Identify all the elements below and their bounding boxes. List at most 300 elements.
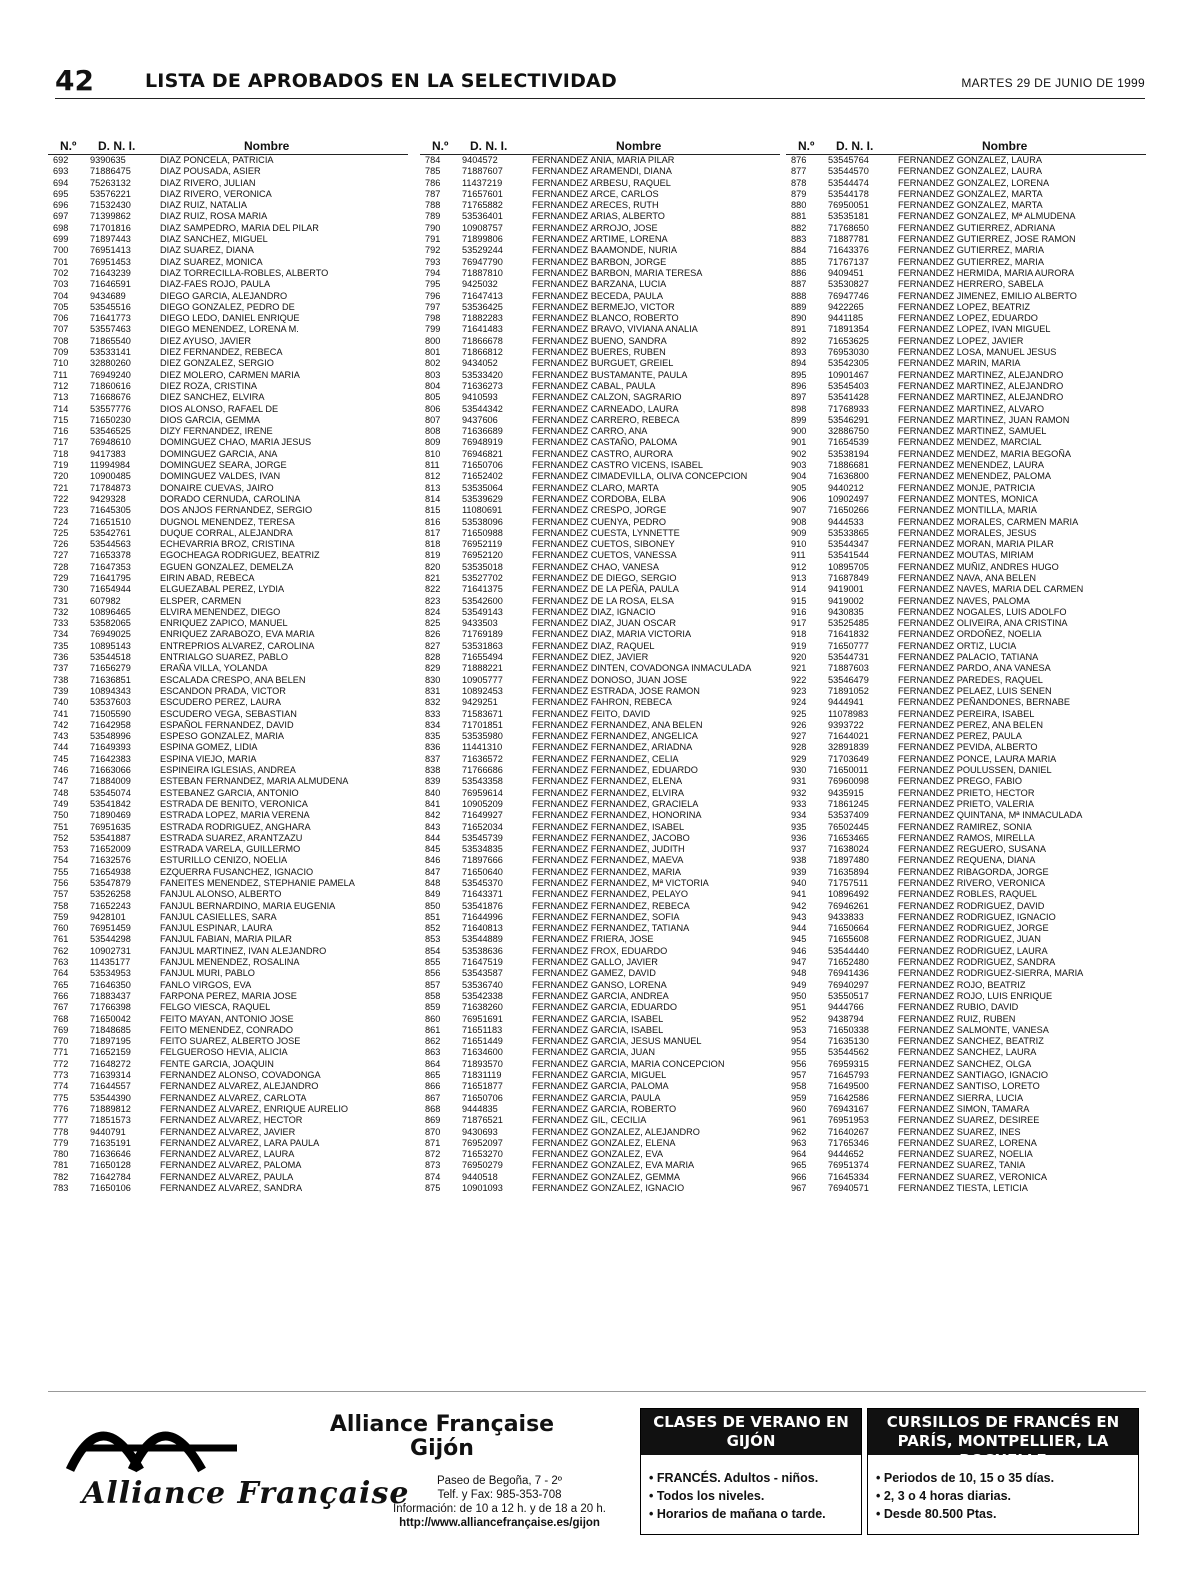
row-number: 702 xyxy=(53,267,69,278)
table-row xyxy=(420,437,780,448)
row-name: ESTRADA RODRIGUEZ, ANGHARA xyxy=(160,821,311,832)
row-dni: 76943167 xyxy=(828,1103,869,1114)
row-dni: 71651449 xyxy=(462,1036,503,1047)
row-name: FARPONA PEREZ, MARIA JOSE xyxy=(160,990,297,1001)
row-number: 749 xyxy=(53,798,69,809)
box-list xyxy=(641,1455,861,1523)
row-dni: 53545403 xyxy=(828,380,869,391)
row-dni: 71768933 xyxy=(828,403,869,414)
row-name: FERNANDEZ PEREIRA, ISABEL xyxy=(898,708,1035,719)
row-dni: 76949025 xyxy=(90,629,131,640)
table-row xyxy=(786,1002,1146,1013)
row-name: EZQUERRA FUSANCHEZ, IGNACIO xyxy=(160,866,314,877)
row-name: FERNANDEZ DIAZ, MARIA VICTORIA xyxy=(532,629,692,640)
table-row xyxy=(48,1047,408,1058)
row-number: 743 xyxy=(53,731,69,742)
row-number: 910 xyxy=(791,539,807,550)
row-name: FERNANDEZ FERNANDEZ, GRACIELA xyxy=(532,798,699,809)
row-name: FERNANDEZ GUTIERREZ, MARIA xyxy=(898,245,1044,256)
row-dni: 53546291 xyxy=(828,414,869,425)
row-number: 792 xyxy=(425,245,441,256)
row-dni: 53541544 xyxy=(828,550,869,561)
table-row xyxy=(786,166,1146,177)
row-dni: 71765346 xyxy=(828,1137,869,1148)
row-name: FANJUL MURI, PABLO xyxy=(160,968,255,979)
row-number: 915 xyxy=(791,595,807,606)
row-number: 877 xyxy=(791,166,807,177)
row-name: FERNANDEZ GARCIA, MARIA CONCEPCION xyxy=(532,1058,725,1069)
row-number: 750 xyxy=(53,810,69,821)
row-dni: 76951953 xyxy=(828,1115,869,1126)
row-dni: 53535181 xyxy=(828,211,869,222)
row-name: DIAZ TORRECILLA-ROBLES, ALBERTO xyxy=(160,267,329,278)
row-name: FERNANDEZ FROX, EDUARDO xyxy=(532,945,668,956)
row-name: FERNANDEZ CUESTA, LYNNETTE xyxy=(532,527,680,538)
table-row xyxy=(420,675,780,686)
row-number: 773 xyxy=(53,1070,69,1081)
row-dni: 9441185 xyxy=(828,313,864,324)
row-name: FERNANDEZ ROJO, LUIS ENRIQUE xyxy=(898,990,1053,1001)
row-number: 865 xyxy=(425,1070,441,1081)
row-dni: 71866678 xyxy=(462,335,503,346)
row-dni: 71641795 xyxy=(90,572,131,583)
row-dni: 9404572 xyxy=(462,155,498,165)
row-dni: 53543587 xyxy=(462,968,503,979)
row-name: FERNANDEZ GONZALEZ, MARTA xyxy=(898,200,1043,211)
row-number: 884 xyxy=(791,245,807,256)
row-name: ESTRADA LOPEZ, MARIA VERENA xyxy=(160,810,310,821)
row-number: 844 xyxy=(425,832,441,843)
row-number: 934 xyxy=(791,810,807,821)
row-number: 837 xyxy=(425,753,441,764)
row-number: 766 xyxy=(53,990,69,1001)
table-row xyxy=(420,404,780,415)
row-name: FERNANDEZ DIAZ, RAQUEL xyxy=(532,640,655,651)
row-name: EGUEN GONZALEZ, DEMELZA xyxy=(160,561,294,572)
table-row xyxy=(420,923,780,934)
row-number: 890 xyxy=(791,313,807,324)
row-dni: 53544562 xyxy=(828,1047,869,1058)
table-row xyxy=(786,889,1146,900)
table-row xyxy=(48,1025,408,1036)
table-row xyxy=(786,234,1146,245)
row-dni: 11994984 xyxy=(90,460,131,471)
table-row xyxy=(420,381,780,392)
row-name: FERNANDEZ PAREDES, RAQUEL xyxy=(898,674,1043,685)
table-row xyxy=(420,268,780,279)
row-dni: 71642586 xyxy=(828,1092,869,1103)
row-number: 960 xyxy=(791,1103,807,1114)
row-dni: 53533141 xyxy=(90,347,131,358)
row-name: FERNANDEZ QUINTANA, Mª INMACULADA xyxy=(898,810,1083,821)
row-number: 704 xyxy=(53,290,69,301)
row-number: 701 xyxy=(53,256,69,267)
table-row xyxy=(786,517,1146,528)
row-name: DIEZ FERNANDEZ, REBECA xyxy=(160,347,283,358)
table-row xyxy=(786,257,1146,268)
row-number: 746 xyxy=(53,765,69,776)
alliance-francaise-ad xyxy=(62,1408,637,1533)
table-row xyxy=(786,765,1146,776)
row-dni: 53544570 xyxy=(828,166,869,177)
table-row xyxy=(48,833,408,844)
row-dni: 10902731 xyxy=(90,945,131,956)
list-item: • Desde 80.500 Ptas. xyxy=(876,1505,1132,1523)
row-number: 860 xyxy=(425,1013,441,1024)
row-name: DOMINGUEZ CHAO, MARIA JESUS xyxy=(160,437,312,448)
row-number: 925 xyxy=(791,708,807,719)
row-dni: 71650988 xyxy=(462,527,503,538)
table-row xyxy=(786,1059,1146,1070)
table-row xyxy=(48,742,408,753)
row-number: 719 xyxy=(53,460,69,471)
row-dni: 71642958 xyxy=(90,719,131,730)
row-dni: 71884009 xyxy=(90,776,131,787)
header-num: N.º xyxy=(798,139,815,153)
row-name: FERNANDEZ GONZALEZ, GEMMA xyxy=(532,1171,681,1182)
row-dni: 9419002 xyxy=(828,595,864,606)
row-name: DIZY FERNANDEZ, IRENE xyxy=(160,426,273,437)
row-name: FANJUL MARTINEZ, IVAN ALEJANDRO xyxy=(160,945,327,956)
row-number: 954 xyxy=(791,1036,807,1047)
row-number: 755 xyxy=(53,866,69,877)
table-row xyxy=(420,968,780,979)
row-number: 762 xyxy=(53,945,69,956)
row-number: 803 xyxy=(425,369,441,380)
row-name: FERNANDEZ ALVAREZ, PALOMA xyxy=(160,1160,302,1171)
row-number: 839 xyxy=(425,776,441,787)
table-row xyxy=(786,991,1146,1002)
row-dni: 76948610 xyxy=(90,437,131,448)
table-row xyxy=(48,483,408,494)
issue-date: MARTES 29 DE JUNIO DE 1999 xyxy=(961,76,1145,90)
row-dni: 71649500 xyxy=(828,1081,869,1092)
row-name: ESTEBAN FERNANDEZ, MARIA ALMUDENA xyxy=(160,776,349,787)
row-dni: 53542600 xyxy=(462,595,503,606)
row-name: FERNANDEZ FERNANDEZ, HONORINA xyxy=(532,810,702,821)
table-row xyxy=(48,200,408,211)
row-dni: 76953030 xyxy=(828,347,869,358)
row-dni: 71636572 xyxy=(462,753,503,764)
table-row xyxy=(420,1059,780,1070)
row-dni: 71650338 xyxy=(828,1024,869,1035)
row-number: 950 xyxy=(791,990,807,1001)
row-name: FERNANDEZ FERNANDEZ, ELENA xyxy=(532,776,683,787)
row-number: 866 xyxy=(425,1081,441,1092)
row-name: FERNANDEZ ARECES, RUTH xyxy=(532,200,659,211)
row-name: DIEZ GONZALEZ, SERGIO xyxy=(160,358,274,369)
row-dni: 71765882 xyxy=(462,200,503,211)
table-row xyxy=(786,697,1146,708)
table-row xyxy=(786,980,1146,991)
row-name: FERNANDEZ PEREZ, PAULA xyxy=(898,731,1022,742)
row-dni: 71897666 xyxy=(462,855,503,866)
row-name: ESCUDERO PEREZ, LAURA xyxy=(160,697,281,708)
table-row xyxy=(786,1036,1146,1047)
table-row xyxy=(786,358,1146,369)
table-row xyxy=(786,494,1146,505)
row-name: DIAZ PONCELA, PATRICIA xyxy=(160,155,274,165)
row-number: 694 xyxy=(53,177,69,188)
row-dni: 71866812 xyxy=(462,347,503,358)
row-name: DOMINGUEZ GARCIA, ANA xyxy=(160,448,278,459)
row-name: FERNANDEZ BURGUET, GREIEL xyxy=(532,358,674,369)
row-number: 722 xyxy=(53,493,69,504)
table-row xyxy=(786,629,1146,640)
row-name: FERNANDEZ FERNANDEZ, PELAYO xyxy=(532,889,689,900)
table-row xyxy=(420,449,780,460)
row-name: FERNANDEZ GONZALEZ, LORENA xyxy=(898,177,1050,188)
table-row xyxy=(786,483,1146,494)
table-row xyxy=(48,358,408,369)
row-dni: 71663066 xyxy=(90,765,131,776)
row-name: DIEZ ROZA, CRISTINA xyxy=(160,380,257,391)
table-row xyxy=(48,404,408,415)
table-row xyxy=(48,392,408,403)
table-row xyxy=(48,562,408,573)
table-row xyxy=(786,968,1146,979)
results-column-1 xyxy=(48,138,408,1390)
table-row xyxy=(786,844,1146,855)
table-row xyxy=(48,923,408,934)
row-number: 965 xyxy=(791,1160,807,1171)
table-row xyxy=(420,392,780,403)
row-dni: 11078983 xyxy=(828,708,869,719)
row-name: FERNANDEZ RUBIO, DAVID xyxy=(898,1002,1019,1013)
row-name: FERNANDEZ ALVAREZ, JAVIER xyxy=(160,1126,296,1137)
row-number: 905 xyxy=(791,482,807,493)
row-name: FANJUL BERNARDINO, MARIA EUGENIA xyxy=(160,900,336,911)
table-row xyxy=(420,618,780,629)
row-name: FERNANDEZ CASTRO VICENS, ISABEL xyxy=(532,460,704,471)
row-name: FERNANDEZ RUIZ, RUBEN xyxy=(898,1013,1016,1024)
table-row xyxy=(786,957,1146,968)
row-name: FERNANDEZ CLARO, MARTA xyxy=(532,482,659,493)
table-row xyxy=(420,573,780,584)
table-row xyxy=(786,776,1146,787)
row-dni: 76960098 xyxy=(828,776,869,787)
row-name: FERNANDEZ POULUSSEN, DANIEL xyxy=(898,765,1052,776)
row-dni: 71769189 xyxy=(462,629,503,640)
row-name: FERNANDEZ GONZALEZ, IGNACIO xyxy=(532,1183,685,1194)
row-number: 754 xyxy=(53,855,69,866)
table-row xyxy=(786,1081,1146,1092)
row-dni: 53535064 xyxy=(462,482,503,493)
table-row xyxy=(48,460,408,471)
row-name: FERNANDEZ GARCIA, ROBERTO xyxy=(532,1103,677,1114)
table-row xyxy=(48,788,408,799)
row-dni: 10901467 xyxy=(828,369,869,380)
row-number: 832 xyxy=(425,697,441,708)
row-number: 861 xyxy=(425,1024,441,1035)
row-dni: 71636851 xyxy=(90,674,131,685)
row-name: FERNANDEZ GARCIA, JUAN xyxy=(532,1047,656,1058)
row-dni: 71638024 xyxy=(828,844,869,855)
row-name: FERNANDEZ BUENO, SANDRA xyxy=(532,335,667,346)
row-dni: 53546525 xyxy=(90,426,131,437)
row-number: 696 xyxy=(53,200,69,211)
row-number: 819 xyxy=(425,550,441,561)
row-number: 805 xyxy=(425,392,441,403)
row-name: FERNANDEZ MENDEZ, MARIA BEGOÑA xyxy=(898,448,1072,459)
row-name: FERNANDEZ CASTAÑO, PALOMA xyxy=(532,437,678,448)
row-dni: 71766686 xyxy=(462,765,503,776)
row-dni: 53550517 xyxy=(828,990,869,1001)
row-number: 780 xyxy=(53,1149,69,1160)
table-row xyxy=(786,799,1146,810)
row-name: DIAZ RIVERO, JULIAN xyxy=(160,177,256,188)
row-number: 818 xyxy=(425,539,441,550)
table-row xyxy=(420,641,780,652)
row-name: ELVIRA MENENDEZ, DIEGO xyxy=(160,606,281,617)
row-number: 798 xyxy=(425,313,441,324)
row-dni: 9433833 xyxy=(828,911,864,922)
row-number: 845 xyxy=(425,844,441,855)
table-row xyxy=(48,968,408,979)
row-number: 726 xyxy=(53,539,69,550)
row-dni: 71883437 xyxy=(90,990,131,1001)
table-row xyxy=(420,471,780,482)
france-courses-box xyxy=(867,1408,1139,1535)
row-name: FERNANDEZ FERNANDEZ, MAEVA xyxy=(532,855,684,866)
row-name: ESPAÑOL FERNANDEZ, DAVID xyxy=(160,719,294,730)
table-row xyxy=(48,822,408,833)
row-number: 850 xyxy=(425,900,441,911)
table-row xyxy=(48,1059,408,1070)
row-name: FERNANDEZ GONZALEZ, Mª ALMUDENA xyxy=(898,211,1076,222)
row-name: FERNANDEZ DIEZ, JAVIER xyxy=(532,652,649,663)
table-row xyxy=(786,1149,1146,1160)
row-number: 764 xyxy=(53,968,69,979)
table-row xyxy=(48,437,408,448)
row-dni: 71860616 xyxy=(90,380,131,391)
table-row xyxy=(48,245,408,256)
row-dni: 10900485 xyxy=(90,471,131,482)
table-row xyxy=(48,1115,408,1126)
table-row xyxy=(786,189,1146,200)
row-number: 931 xyxy=(791,776,807,787)
row-name: FERNANDEZ ARBESU, RAQUEL xyxy=(532,177,671,188)
row-number: 932 xyxy=(791,787,807,798)
row-dni: 53549143 xyxy=(462,606,503,617)
row-number: 846 xyxy=(425,855,441,866)
website-link[interactable]: http://www.alliancefrançaise.es/gijon xyxy=(399,1517,600,1529)
table-row xyxy=(420,1127,780,1138)
row-name: FERNANDEZ FEITO, DAVID xyxy=(532,708,651,719)
row-number: 769 xyxy=(53,1024,69,1035)
row-name: FERNANDEZ FERNANDEZ, ISABEL xyxy=(532,821,685,832)
row-number: 706 xyxy=(53,313,69,324)
row-name: FERNANDEZ SUAREZ, NOELIA xyxy=(898,1149,1033,1160)
table-row xyxy=(786,1183,1146,1194)
row-dni: 71655494 xyxy=(462,652,503,663)
table-row xyxy=(420,291,780,302)
row-name: FERNANDEZ DE LA PEÑA, PAULA xyxy=(532,584,679,595)
table-row xyxy=(786,1047,1146,1058)
table-row xyxy=(48,980,408,991)
row-name: FERNANDEZ GONZALEZ, ELENA xyxy=(532,1137,676,1148)
row-dni: 71646591 xyxy=(90,279,131,290)
row-number: 787 xyxy=(425,188,441,199)
table-row xyxy=(786,200,1146,211)
row-dni: 9409451 xyxy=(828,267,864,278)
row-name: FERNANDEZ FERNANDEZ, CELIA xyxy=(532,753,679,764)
row-number: 760 xyxy=(53,923,69,934)
table-row xyxy=(786,471,1146,482)
row-dni: 53536425 xyxy=(462,301,503,312)
row-dni: 71654539 xyxy=(828,437,869,448)
row-name: FERNANDEZ CARNEADO, LAURA xyxy=(532,403,679,414)
table-row xyxy=(786,528,1146,539)
row-dni: 71640813 xyxy=(462,923,503,934)
row-name: FELGO VIESCA, RAQUEL xyxy=(160,1002,271,1013)
row-name: FERNANDEZ CUETOS, SIBONEY xyxy=(532,539,675,550)
header-dni: D. N. I. xyxy=(836,139,874,153)
row-number: 841 xyxy=(425,798,441,809)
row-name: ENTREPRIOS ALVAREZ, CAROLINA xyxy=(160,640,315,651)
row-dni: 71648272 xyxy=(90,1058,131,1069)
row-dni: 75263132 xyxy=(90,177,131,188)
list-item: • Periodos de 10, 15 o 35 días. xyxy=(876,1469,1132,1487)
row-name: FERNANDEZ FERNANDEZ, ELVIRA xyxy=(532,787,684,798)
row-dni: 71636273 xyxy=(462,380,503,391)
row-name: ENRIQUEZ ZAPICO, MANUEL xyxy=(160,618,288,629)
row-dni: 53546479 xyxy=(828,674,869,685)
row-dni: 76959614 xyxy=(462,787,503,798)
row-name: FERNANDEZ BERMEJO, VICTOR xyxy=(532,301,675,312)
table-row xyxy=(786,1138,1146,1149)
row-name: FERNANDEZ BECEDA, PAULA xyxy=(532,290,664,301)
row-dni: 9438794 xyxy=(828,1013,864,1024)
row-number: 751 xyxy=(53,821,69,832)
row-name: FERNANDEZ MARTINEZ, ALEJANDRO xyxy=(898,369,1064,380)
row-dni: 9444835 xyxy=(462,1103,498,1114)
table-row xyxy=(786,324,1146,335)
table-row xyxy=(786,573,1146,584)
row-number: 906 xyxy=(791,493,807,504)
row-number: 788 xyxy=(425,200,441,211)
row-number: 827 xyxy=(425,640,441,651)
table-row xyxy=(786,618,1146,629)
row-number: 902 xyxy=(791,448,807,459)
row-dni: 9425032 xyxy=(462,279,498,290)
row-dni: 53548996 xyxy=(90,731,131,742)
row-number: 930 xyxy=(791,765,807,776)
row-dni: 76951413 xyxy=(90,245,131,256)
row-name: DIEGO GONZALEZ, PEDRO DE xyxy=(160,301,295,312)
row-name: FERNANDEZ MONTILLA, MARIA xyxy=(898,505,1037,516)
row-dni: 76952120 xyxy=(462,550,503,561)
row-number: 945 xyxy=(791,934,807,945)
row-dni: 32880260 xyxy=(90,358,131,369)
row-dni: 71650011 xyxy=(828,765,869,776)
row-number: 698 xyxy=(53,222,69,233)
row-name: FERNANDEZ MONTES, MONICA xyxy=(898,493,1038,504)
row-number: 770 xyxy=(53,1036,69,1047)
row-dni: 71583671 xyxy=(462,708,503,719)
row-name: FERNANDEZ ALONSO, COVADONGA xyxy=(160,1070,321,1081)
row-number: 830 xyxy=(425,674,441,685)
row-name: FERNANDEZ CASTRO, AURORA xyxy=(532,448,673,459)
row-number: 909 xyxy=(791,527,807,538)
row-dni: 32886750 xyxy=(828,426,869,437)
table-row xyxy=(420,223,780,234)
row-dni: 71642383 xyxy=(90,753,131,764)
table-row xyxy=(420,742,780,753)
row-dni: 71848685 xyxy=(90,1024,131,1035)
row-number: 718 xyxy=(53,448,69,459)
table-row xyxy=(420,810,780,821)
